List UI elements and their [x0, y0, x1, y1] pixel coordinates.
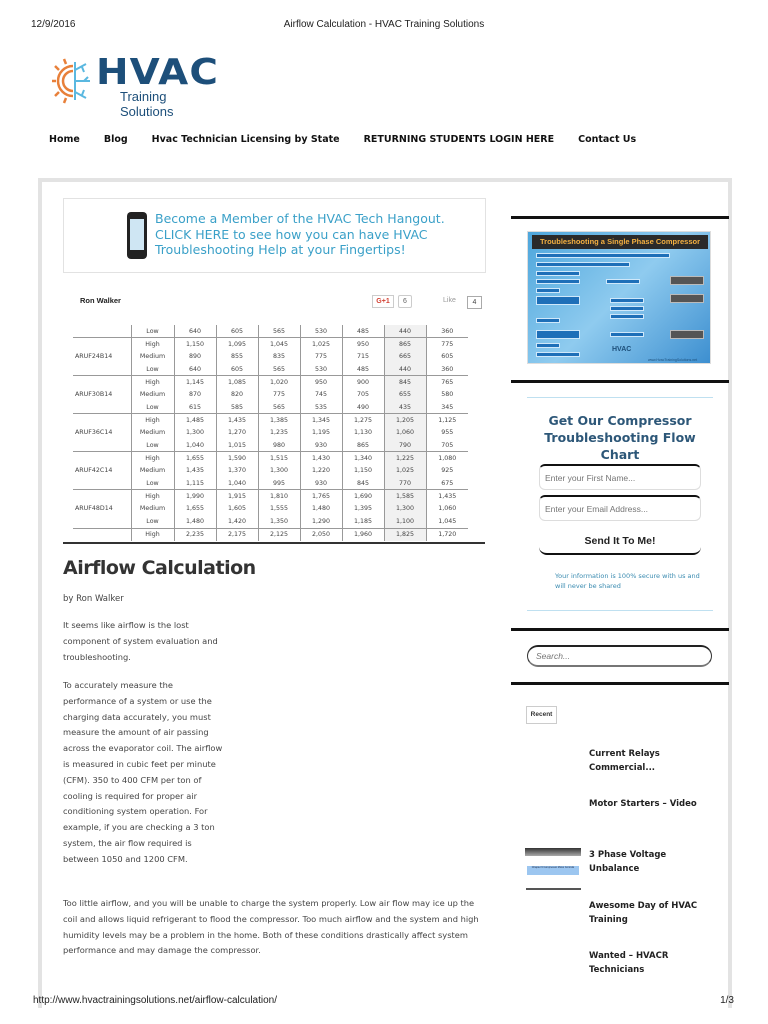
cfm-cell: 440 [384, 325, 426, 338]
cfm-cell: 1,585 [384, 490, 426, 503]
flowchart-image[interactable] [527, 231, 711, 364]
speed-cell: Low [131, 401, 174, 414]
cfm-cell: 950 [300, 376, 342, 389]
cfm-cell: 745 [300, 388, 342, 401]
model-cell [73, 528, 131, 541]
cfm-cell: 870 [174, 388, 216, 401]
cfm-cell: 1,340 [342, 452, 384, 465]
gplus-count: 6 [398, 295, 412, 308]
cfm-cell: 890 [174, 350, 216, 363]
cfm-cell: 1,040 [216, 477, 258, 490]
cfm-cell: 1,205 [384, 414, 426, 427]
cfm-cell: 770 [384, 477, 426, 490]
cfm-cell: 1,060 [426, 503, 468, 516]
cfm-cell: 490 [342, 401, 384, 414]
cfm-cell: 530 [300, 363, 342, 376]
model-cell: ARUF24B14 [73, 338, 131, 376]
cfm-cell: 995 [258, 477, 300, 490]
speed-cell: High [131, 490, 174, 503]
print-date: 12/9/2016 [31, 19, 76, 30]
cfm-cell: 360 [426, 325, 468, 338]
table-row [73, 376, 468, 389]
table-row [73, 363, 468, 376]
cfm-cell: 640 [174, 325, 216, 338]
sidebar-divider [511, 682, 729, 685]
cfm-cell: 845 [384, 376, 426, 389]
cfm-cell: 1,145 [174, 376, 216, 389]
cfm-cell: 1,150 [174, 338, 216, 351]
cfm-cell: 1,115 [174, 477, 216, 490]
cfm-cell: 705 [426, 439, 468, 452]
cfm-cell: 835 [258, 350, 300, 363]
cfm-cell: 1,150 [342, 465, 384, 478]
search-input[interactable] [527, 645, 712, 667]
cfm-cell: 1,485 [174, 414, 216, 427]
cfm-cell: 605 [216, 363, 258, 376]
cfm-cell: 1,385 [258, 414, 300, 427]
cfm-cell: 2,125 [258, 528, 300, 541]
cfm-cell: 775 [258, 388, 300, 401]
table-row [73, 414, 468, 427]
cfm-cell: 865 [384, 338, 426, 351]
cfm-cell: 900 [342, 376, 384, 389]
speed-cell: High [131, 376, 174, 389]
cfm-cell: 1,025 [300, 338, 342, 351]
speed-cell: High [131, 414, 174, 427]
cfm-cell: 605 [216, 325, 258, 338]
like-button[interactable]: Like [443, 297, 456, 304]
cfm-cell: 1,015 [216, 439, 258, 452]
speed-cell: Low [131, 439, 174, 452]
table-row [73, 338, 468, 351]
cfm-cell: 1,720 [426, 528, 468, 541]
cfm-cell: 1,990 [174, 490, 216, 503]
recent-post-2[interactable]: Motor Starters – Video [589, 799, 697, 809]
speed-cell: High [131, 338, 174, 351]
table-row [73, 503, 468, 516]
cfm-cell: 820 [216, 388, 258, 401]
cfm-cell: 580 [426, 388, 468, 401]
cfm-cell: 1,435 [426, 490, 468, 503]
cfm-cell: 1,605 [216, 503, 258, 516]
site-logo[interactable] [52, 52, 222, 119]
cfm-cell: 1,430 [300, 452, 342, 465]
cfm-cell: 1,290 [300, 515, 342, 528]
cfm-cell: 1,185 [342, 515, 384, 528]
cfm-cell: 1,370 [216, 465, 258, 478]
cfm-cell: 655 [384, 388, 426, 401]
speed-cell: High [131, 452, 174, 465]
table-row [73, 439, 468, 452]
author-name: Ron Walker [80, 296, 121, 305]
cfm-cell: 605 [426, 350, 468, 363]
cfm-cell: 1,020 [258, 376, 300, 389]
table-row [73, 350, 468, 363]
model-cell: ARUF36C14 [73, 414, 131, 452]
cfm-cell: 1,435 [216, 414, 258, 427]
cfm-cell: 2,050 [300, 528, 342, 541]
email-input[interactable] [539, 495, 701, 521]
flowchart-site: www.HvacTrainingSolutions.net [648, 358, 698, 362]
speed-cell: High [131, 528, 174, 541]
nav-contact[interactable]: Contact Us [578, 134, 637, 145]
speed-cell: Low [131, 363, 174, 376]
table-row [73, 477, 468, 490]
sidebar-divider [511, 628, 729, 631]
cfm-cell: 790 [384, 439, 426, 452]
speed-cell: Medium [131, 350, 174, 363]
optin-top-line [527, 397, 713, 398]
speed-cell: Low [131, 515, 174, 528]
cfm-cell: 530 [300, 325, 342, 338]
cfm-cell: 930 [300, 439, 342, 452]
cfm-cell: 1,590 [216, 452, 258, 465]
cfm-cell: 1,045 [258, 338, 300, 351]
cfm-cell: 715 [342, 350, 384, 363]
table-row [73, 490, 468, 503]
cfm-cell: 1,555 [258, 503, 300, 516]
cfm-cell: 1,655 [174, 452, 216, 465]
cfm-cell: 925 [426, 465, 468, 478]
send-it-button[interactable]: Send It To Me! [539, 528, 701, 555]
speed-cell: Low [131, 325, 174, 338]
cfm-cell: 360 [426, 363, 468, 376]
privacy-note: Your information is 100% secure with us and will never be shared [555, 572, 700, 590]
recent-post-4[interactable]: Awesome Day of HVAC Training [589, 901, 698, 925]
speed-cell: Medium [131, 465, 174, 478]
table-row [73, 325, 468, 338]
cfm-cell: 1,125 [426, 414, 468, 427]
cfm-cell: 640 [174, 363, 216, 376]
cfm-cell: 1,810 [258, 490, 300, 503]
cfm-cell: 485 [342, 325, 384, 338]
cfm-cell: 1,825 [384, 528, 426, 541]
cfm-cell: 1,045 [426, 515, 468, 528]
article-paragraph-2: To accurately measure the performance of a system or use the charging data accurately, you must measure the amount of air passing across the evaporator coil. The airflow is measured in cubic feet per minute (CFM). 350 to 400 CFM per ton of cooling is required for proper air conditioning system operation. For example, if you are checking a 3 ton system, the air flow required is between 1050 and 1200 CFM. [63, 680, 223, 864]
cfm-cell: 2,235 [174, 528, 216, 541]
recent-post-3[interactable]: 3 Phase Voltage Unbalance [589, 850, 667, 874]
speed-cell: Medium [131, 503, 174, 516]
cfm-cell: 1,095 [216, 338, 258, 351]
model-cell [73, 325, 131, 338]
cfm-cell: 615 [174, 401, 216, 414]
sidebar-divider [511, 380, 729, 383]
table-row [73, 465, 468, 478]
table-row [73, 388, 468, 401]
cfm-cell: 1,345 [300, 414, 342, 427]
table-row [73, 515, 468, 528]
cfm-cell: 1,235 [258, 427, 300, 440]
cfm-cell: 1,420 [216, 515, 258, 528]
table-row [73, 452, 468, 465]
smartphone-icon [127, 212, 147, 259]
gplus-button[interactable]: G+1 [372, 295, 394, 308]
cfm-cell: 675 [426, 477, 468, 490]
flowchart-logo: HVAC [612, 346, 632, 353]
cfm-cell: 980 [258, 439, 300, 452]
cfm-cell: 565 [258, 325, 300, 338]
cfm-cell: 1,300 [174, 427, 216, 440]
article-title: Airflow Calculation [63, 557, 256, 579]
cfm-cell: 1,025 [384, 465, 426, 478]
cfm-cell: 775 [426, 338, 468, 351]
table-row [73, 528, 468, 541]
article-byline[interactable]: by Ron Walker [63, 594, 124, 604]
like-count: 4 [467, 296, 482, 309]
cfm-cell: 1,960 [342, 528, 384, 541]
article-paragraph-1: It seems like airflow is the lost component of system evaluation and troubleshooting. [63, 620, 218, 662]
logo-subtitle: Training Solutions [120, 89, 174, 119]
sun-snowflake-icon [52, 58, 94, 104]
cfm-cell: 1,275 [342, 414, 384, 427]
recent-post-1[interactable]: Current Relays Commercial... [589, 749, 660, 773]
cfm-cell: 930 [300, 477, 342, 490]
article-paragraph-3: Too little airflow, and you will be unable to charge the system properly. Low air flow may ice up the coil and allows liquid refrigerant to flood the compressor. Too much airflow and the system and high humidity levels may be a problem in the home. Both of these conditions drastically affect system performance and may damage the compressor. [63, 898, 479, 956]
cfm-cell: 845 [342, 477, 384, 490]
print-page-number: 1/3 [720, 995, 734, 1006]
cfm-cell: 535 [300, 401, 342, 414]
cfm-cell: 1,060 [384, 427, 426, 440]
cfm-cell: 1,225 [384, 452, 426, 465]
cfm-cell: 1,220 [300, 465, 342, 478]
cfm-cell: 1,655 [174, 503, 216, 516]
cfm-cell: 1,480 [300, 503, 342, 516]
cfm-cell: 1,515 [258, 452, 300, 465]
cfm-cell: 345 [426, 401, 468, 414]
first-name-input[interactable] [539, 464, 701, 490]
cfm-cell: 705 [342, 388, 384, 401]
cfm-cell: 950 [342, 338, 384, 351]
nav-licensing[interactable]: Hvac Technician Licensing by State [151, 134, 340, 145]
cfm-cell: 1,435 [174, 465, 216, 478]
cfm-cell: 440 [384, 363, 426, 376]
model-cell: ARUF30B14 [73, 376, 131, 414]
cfm-cell: 1,270 [216, 427, 258, 440]
cfm-cell: 1,300 [258, 465, 300, 478]
recent-post-5[interactable]: Wanted – HVACR Technicians [589, 951, 669, 975]
speed-cell: Medium [131, 388, 174, 401]
cfm-cell: 485 [342, 363, 384, 376]
cfm-cell: 1,130 [342, 427, 384, 440]
banner-text: Become a Member of the HVAC Tech Hangout. CLICK HERE to see how you can have HVAC Troubleshooting Help at your Fingertips! [155, 211, 445, 257]
cfm-cell: 1,085 [216, 376, 258, 389]
speed-cell: Low [131, 477, 174, 490]
model-cell: ARUF42C14 [73, 452, 131, 490]
model-cell: ARUF48D14 [73, 490, 131, 528]
cfm-cell: 1,350 [258, 515, 300, 528]
flowchart-title: Troubleshooting a Single Phase Compressor [532, 235, 708, 249]
cfm-cell: 585 [216, 401, 258, 414]
table-bottom-rule [63, 542, 485, 544]
cfm-cell: 1,915 [216, 490, 258, 503]
print-url: http://www.hvactrainingsolutions.net/airflow-calculation/ [33, 995, 278, 1006]
nav-home[interactable]: Home [49, 134, 80, 145]
nav-student-login[interactable]: RETURNING STUDENTS LOGIN HERE [363, 134, 555, 145]
cfm-cell: 775 [300, 350, 342, 363]
speed-cell: Medium [131, 427, 174, 440]
cfm-cell: 865 [342, 439, 384, 452]
cfm-cell: 565 [258, 363, 300, 376]
print-title: Airflow Calculation - HVAC Training Solutions [283, 19, 485, 30]
cfm-cell: 565 [258, 401, 300, 414]
cfm-cell: 855 [216, 350, 258, 363]
cfm-cell: 1,195 [300, 427, 342, 440]
nav-blog[interactable]: Blog [103, 134, 128, 145]
recent-post-thumbnail[interactable]: Chapter 6 Compressor Motor Controls [525, 848, 581, 890]
cfm-cell: 955 [426, 427, 468, 440]
membership-banner[interactable] [63, 198, 486, 273]
cfm-cell: 765 [426, 376, 468, 389]
cfm-cell: 1,080 [426, 452, 468, 465]
cfm-cell: 2,175 [216, 528, 258, 541]
optin-title: Get Our Compressor Troubleshooting Flow Chart [544, 413, 696, 462]
cfm-cell: 1,040 [174, 439, 216, 452]
sidebar-divider [511, 216, 729, 219]
cfm-cell: 1,100 [384, 515, 426, 528]
cfm-cell: 1,480 [174, 515, 216, 528]
cfm-cell: 1,300 [384, 503, 426, 516]
cfm-cell: 1,690 [342, 490, 384, 503]
cfm-cell: 665 [384, 350, 426, 363]
airflow-table [73, 325, 468, 541]
optin-bottom-line [527, 610, 713, 611]
table-row [73, 427, 468, 440]
tab-recent[interactable]: Recent [526, 706, 557, 724]
cfm-cell: 1,395 [342, 503, 384, 516]
cfm-cell: 435 [384, 401, 426, 414]
cfm-cell: 1,765 [300, 490, 342, 503]
table-row [73, 401, 468, 414]
logo-wordmark: HVAC [96, 52, 219, 93]
main-nav [49, 134, 660, 145]
